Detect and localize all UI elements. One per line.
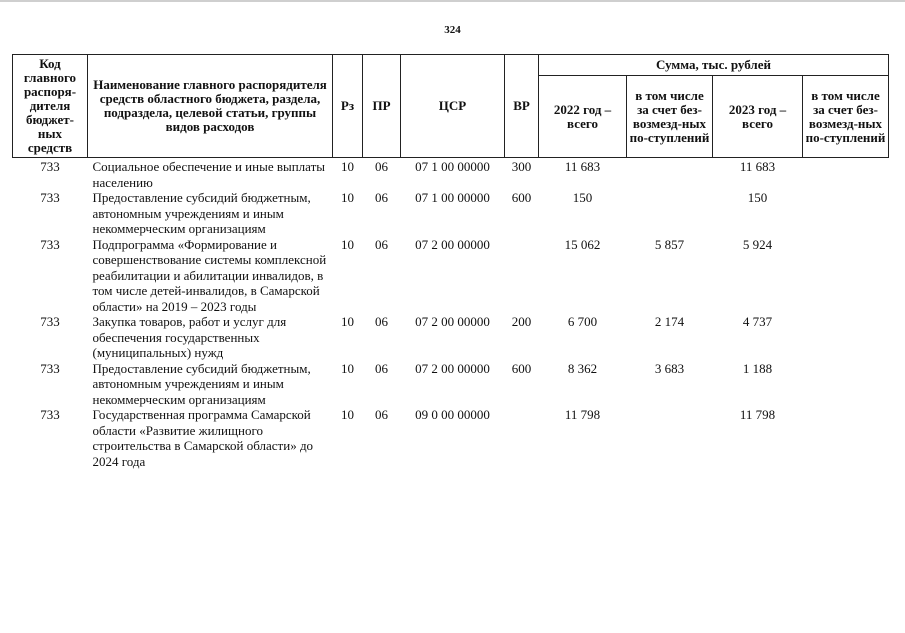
row-kod: 733 <box>40 314 60 329</box>
row-csr: 07 1 00 00000 <box>415 159 490 174</box>
table-row <box>13 237 889 315</box>
header-pr: ПР <box>363 55 401 158</box>
header-sum-group: Сумма, тыс. рублей <box>539 55 889 76</box>
row-rz: 10 <box>341 314 354 329</box>
row-free-2022 <box>627 407 713 469</box>
row-pr: 06 <box>375 236 388 252</box>
row-vr <box>505 237 539 315</box>
header-total-2022: 2022 год – всего <box>539 76 627 158</box>
table-body <box>13 158 889 470</box>
row-pr: 06 <box>375 314 388 329</box>
row-total-2023: 11 798 <box>739 407 776 422</box>
row-vr: 600 <box>511 360 532 376</box>
row-rz: 10 <box>341 236 354 252</box>
header-rz: Рз <box>333 55 363 158</box>
row-csr: 07 1 00 00000 <box>415 190 490 205</box>
row-csr: 07 2 00 00000 <box>415 360 490 376</box>
row-total-2023: 1 188 <box>742 360 773 376</box>
row-rz: 10 <box>341 159 354 174</box>
row-kod: 733 <box>40 159 60 174</box>
row-name: Подпрограмма «Формирование и совершенствование системы комплексной реабилитации и абилитации инвалидов, в том числе детей-инвалидов, в Самарской области» на 2019 – 2023 годы <box>92 236 327 314</box>
row-csr: 07 2 00 00000 <box>415 314 490 329</box>
row-free-2022: 2 174 <box>654 314 685 329</box>
row-name: Социальное обеспечение и иные выплаты населению <box>92 159 326 190</box>
row-pr: 06 <box>375 407 388 422</box>
table-row <box>13 190 889 237</box>
table-row <box>13 314 889 361</box>
row-rz: 10 <box>341 190 354 205</box>
row-name: Закупка товаров, работ и услуг для обеспечения государственных (муниципальных) нужд <box>92 314 287 360</box>
row-total-2022: 6 700 <box>567 314 598 329</box>
row-vr: 300 <box>511 159 532 174</box>
row-rz: 10 <box>341 360 354 376</box>
row-free-2023 <box>803 361 889 408</box>
row-total-2022: 8 362 <box>567 360 598 376</box>
row-total-2022: 11 798 <box>564 407 601 422</box>
row-total-2023: 4 737 <box>742 314 773 329</box>
header-free-2023: в том числе за счет без-возмезд-ных по-ступлений <box>803 76 889 158</box>
row-kod: 733 <box>40 190 60 205</box>
budget-table <box>12 54 889 469</box>
table-row <box>13 361 889 408</box>
row-name: Предоставление субсидий бюджетным, автономным учреждениям и иным некоммерческим организациям <box>92 360 311 407</box>
row-vr <box>505 407 539 469</box>
row-kod: 733 <box>40 407 60 422</box>
row-pr: 06 <box>375 360 388 376</box>
row-total-2022: 11 683 <box>564 159 601 174</box>
row-free-2022: 5 857 <box>654 236 685 252</box>
row-free-2022: 3 683 <box>654 360 685 376</box>
row-vr: 200 <box>511 314 532 329</box>
table-header <box>13 55 889 158</box>
row-pr: 06 <box>375 190 388 205</box>
row-free-2022 <box>627 158 713 191</box>
row-free-2023 <box>803 190 889 237</box>
row-name: Предоставление субсидий бюджетным, автономным учреждениям и иным некоммерческим организациям <box>92 190 311 236</box>
row-free-2023 <box>803 314 889 361</box>
header-kod: Код главного распоря-дителя бюджет-ных средств <box>13 55 88 158</box>
row-total-2022: 150 <box>572 190 593 205</box>
table-row <box>13 407 889 469</box>
row-csr: 09 0 00 00000 <box>415 407 490 422</box>
top-rule <box>0 0 905 2</box>
row-total-2023: 150 <box>747 190 768 205</box>
row-kod: 733 <box>40 360 60 376</box>
row-pr: 06 <box>375 159 388 174</box>
page-number: 324 <box>444 24 461 36</box>
row-free-2022 <box>627 190 713 237</box>
header-vr: ВР <box>505 55 539 158</box>
row-free-2023 <box>803 407 889 469</box>
row-rz: 10 <box>341 407 354 422</box>
row-csr: 07 2 00 00000 <box>415 236 490 252</box>
table-row <box>13 158 889 191</box>
row-name: Государственная программа Самарской области «Развитие жилищного строительства в Самарской области» до 2024 года <box>92 407 314 469</box>
row-kod: 733 <box>40 236 60 252</box>
row-total-2022: 15 062 <box>564 236 601 252</box>
header-total-2023: 2023 год – всего <box>713 76 803 158</box>
row-free-2023 <box>803 237 889 315</box>
row-total-2023: 11 683 <box>739 159 776 174</box>
header-free-2022: в том числе за счет без-возмезд-ных по-ступлений <box>627 76 713 158</box>
header-name: Наименование главного распорядителя средств областного бюджета, раздела, подраздела, целевой статьи, группы видов расходов <box>88 55 333 158</box>
row-free-2023 <box>803 158 889 191</box>
header-csr: ЦСР <box>401 55 505 158</box>
row-total-2023: 5 924 <box>742 236 773 252</box>
row-vr: 600 <box>511 190 532 205</box>
